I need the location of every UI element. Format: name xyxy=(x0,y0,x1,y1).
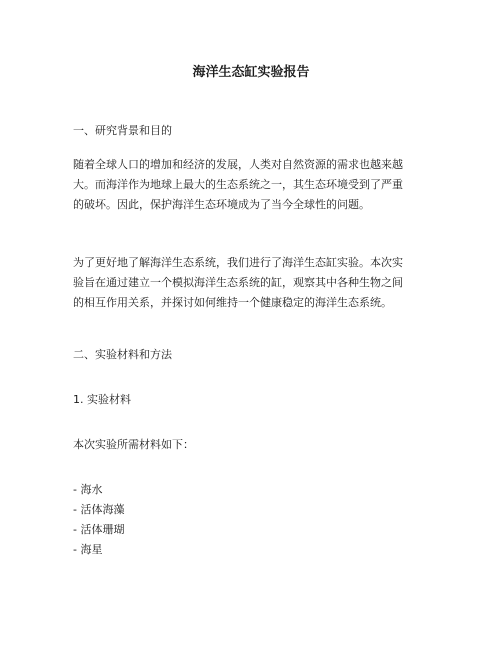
paragraph-line: 大。而海洋作为地球上最大的生态系统之一，其生态环境受到了严重 xyxy=(73,178,403,191)
materials-intro xyxy=(73,435,433,455)
paragraph-line: 为了更好地了解海洋生态系统，我们进行了海洋生态缸实验。本次实 xyxy=(73,256,403,269)
list-item: - 海星 xyxy=(73,543,103,556)
paragraph-line: 本次实验所需材料如下： xyxy=(73,438,194,451)
list-item: - 活体海藻 xyxy=(73,503,125,516)
heading-text: 1. 实验材料 xyxy=(73,393,131,406)
paragraph-line: 随着全球人口的增加和经济的发展，人类对自然资源的需求也越来越 xyxy=(73,158,403,171)
subsection-heading-materials xyxy=(73,390,433,410)
paragraph-background xyxy=(73,155,433,215)
paragraph-line: 的相互作用关系，并探讨如何维持一个健康稳定的海洋生态系统。 xyxy=(73,296,392,309)
heading-text: 二、实验材料和方法 xyxy=(73,348,172,361)
paragraph-line: 验旨在通过建立一个模拟海洋生态系统的缸，观察其中各种生物之间 xyxy=(73,276,403,289)
section-heading-background xyxy=(73,121,433,141)
document-title: 海洋生态缸实验报告 xyxy=(192,65,310,80)
paragraph-line: 的破坏。因此，保护海洋生态环境成为了当今全球性的问题。 xyxy=(73,198,370,211)
heading-text: 一、研究背景和目的 xyxy=(73,124,172,137)
materials-list xyxy=(73,480,433,560)
list-item: - 活体珊瑚 xyxy=(73,523,125,536)
paragraph-purpose xyxy=(73,253,433,313)
list-item: - 海水 xyxy=(73,483,103,496)
section-heading-materials-methods xyxy=(73,345,433,365)
